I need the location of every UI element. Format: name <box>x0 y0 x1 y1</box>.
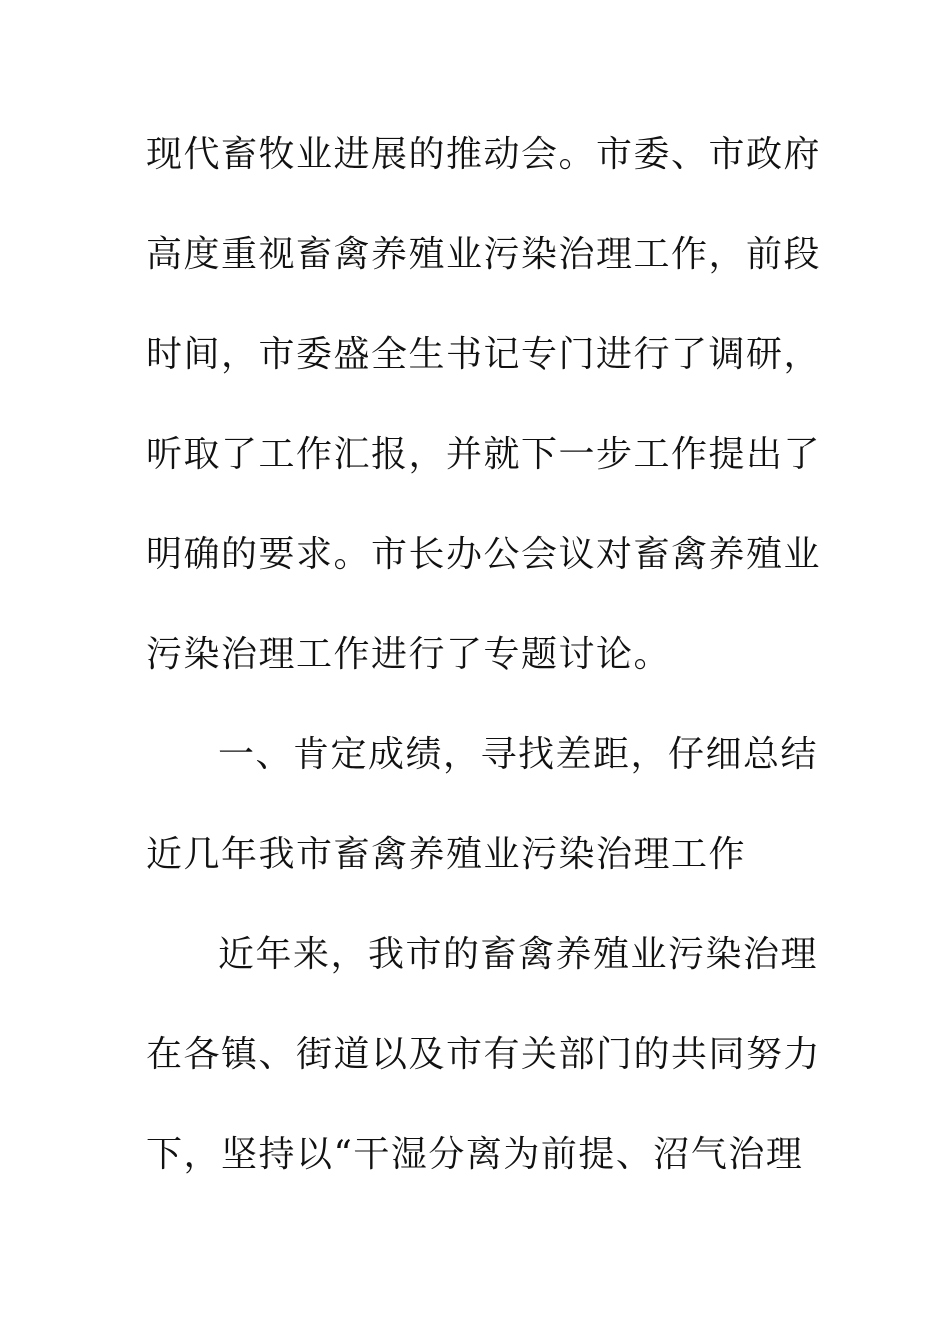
section-heading-line: 一、肯定成绩，寻找差距，仔细总结 <box>218 734 819 775</box>
paragraph-line: 近年来，我市的畜禽养殖业污染治理 <box>218 934 819 975</box>
paragraph-line: 时间，市委盛全生书记专门进行了调研， <box>146 334 822 375</box>
paragraph-line: 污染治理工作进行了专题讨论。 <box>146 634 672 675</box>
paragraph-line: 听取了工作汇报，并就下一步工作提出了 <box>146 434 822 475</box>
paragraph-line: 下，坚持以“干湿分离为前提、沼气治理 <box>146 1134 804 1175</box>
paragraph-line: 明确的要求。市长办公会议对畜禽养殖业 <box>146 534 822 575</box>
paragraph-line: 现代畜牧业进展的推动会。市委、市政府 <box>146 134 822 175</box>
section-heading-line: 近几年我市畜禽养殖业污染治理工作 <box>146 834 747 875</box>
paragraph-line: 高度重视畜禽养殖业污染治理工作，前段 <box>146 234 822 275</box>
paragraph-line: 在各镇、街道以及市有关部门的共同努力 <box>146 1034 822 1075</box>
